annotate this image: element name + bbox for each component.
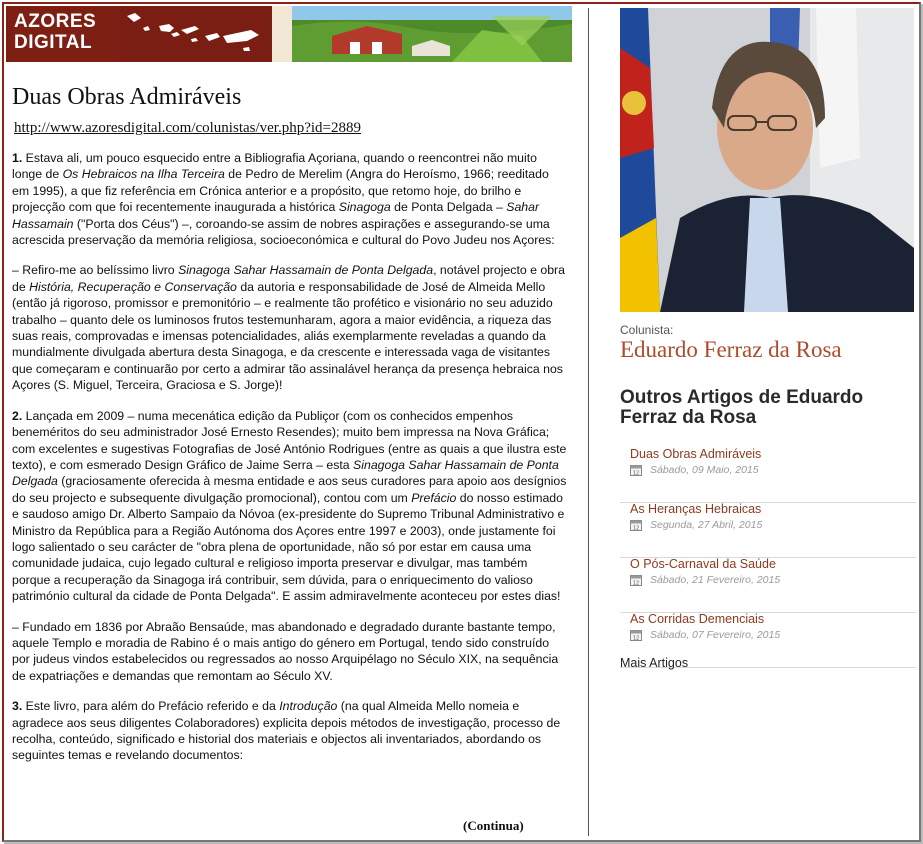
paragraph-4: – Fundado em 1836 por Abraão Bensaúde, mas abandonado e degradado durante bastante tempo, aquele Templo e moradia de Rabino é o mais antigo do género em Portugal, tendo sido construído por judeus vindos estabelecidos ou regressados ao nosso Arquipélago no Século XIX, na sequência de expatriações e demandas que remontam ao Século XV. (12, 619, 559, 683)
text-span: do nosso estimado e saudoso amigo Dr. Alberto Sampaio da Nóvoa (ex-presidente do Supremo Tribunal Administrativo e Ministro da República para a Região Autónoma dos Açores entre 1997 e 2003), onde justamente foi logo salientado o seu carácter de "obra plena de oportunidade, não só por estar em causa uma comunidade judaica, cujo legado cultural e religioso importa preservar e divulgar, mas também porque a recuperação da Sinagoga irá contribuir, sem dúvida, para o enriquecimento do valioso património cultural da cidade de Ponta Delgada". E assim admiravelmente aconteceu por estes dias! (12, 490, 565, 604)
svg-text:12: 12 (632, 580, 640, 586)
other-article-link[interactable]: O Pós-Carnaval da Saúde (630, 557, 776, 571)
paragraph-5 (12, 698, 568, 764)
italic-span: Sinagoga Sahar Hassamain de Ponta Delgada (178, 263, 434, 278)
calendar-icon (630, 629, 642, 641)
other-articles-heading: Outros Artigos de Eduardo Ferraz da Rosa (620, 387, 864, 428)
italic-span: Sinagoga Sahar Hassamain de Ponta Delgada (12, 457, 559, 489)
italic-span: Os Hebraicos na Ilha Terceira (62, 167, 225, 182)
calendar-icon (630, 519, 642, 531)
text-span: , notável projecto e obra de (12, 263, 565, 294)
section-number: 1. (12, 151, 23, 165)
article-title: Duas Obras Admiráveis (12, 84, 242, 110)
columnist-label: Colunista: (620, 323, 674, 337)
text-span: Lançada em 2009 – numa mecenática edição da Publiçor (com os conhecidos empenhos beneméritos do seu administrador José Ernesto Resendes); muito bem impressa na Nova Gráfica; com excelentes e sugestivas Fotografias de José António Rodrigues (entre as quais a que ilustra este texto), e com esmerado Design Gráfico de Jaime Serra – esta (12, 408, 567, 472)
banner-strip (272, 6, 292, 62)
azores-digital-logo[interactable] (6, 6, 119, 62)
paragraph-3 (12, 408, 568, 605)
text-span: (na qual Almeida Mello nomeia e agradece aos seus diligentes Colaboradores) explicita depois métodos de investigação, processo de recolha, conteúdo, significado e historial dos materiais e objectos ali inventariados, abordando os seguintes temas e revelando documentos: (12, 699, 561, 763)
banner-landscape-image (292, 6, 572, 62)
more-articles-link[interactable]: Mais Artigos (620, 656, 689, 670)
logo-line-2: DIGITAL (14, 32, 93, 53)
other-article-date: Sábado, 09 Maio, 2015 (650, 464, 759, 476)
text-span: Estava ali, um pouco esquecido entre a Bibliografia Açoriana, quando o reencontrei não muito longe de (12, 151, 538, 182)
other-article-link[interactable]: As Corridas Demenciais (630, 612, 765, 626)
italic-span: Prefácio (411, 490, 457, 505)
section-number: 3. (12, 699, 23, 714)
article-url-link[interactable]: http://www.azoresdigital.com/colunistas/ver.php?id=2889 (14, 120, 362, 136)
text-span: (graciosamente oferecida à mesma entidade e aos seus curadores para apoio aos desígnios do seu projecto e subsequente divulgação promocional), contou com um (12, 474, 567, 505)
italic-span: História, Recuperação e Conservação (29, 279, 237, 294)
italic-span: Sinagoga (338, 200, 391, 215)
text-span: da autoria e responsabilidade de José de Almeida Mello (então já rigoroso, promissor e premonitório – e realmente tão profético e visionário no seu aduzido trabalho – quanto dele os luminosos frutos testemunharam, agora a maior evidência, a riqueza das suas reais, comprovadas e imensas potencialidades, aliás exemplarmente reveladas a quando da mundialmente divulgada abertura desta Sinagoga, e da crescente e interessada vaga de visitantes que começaram e continuarão por certo a admirar tão assinalável herança da presença hebraica nos Açores (S. Miguel, Terceira, Graciosa e S. Jorge)! (12, 279, 563, 393)
text-span: de Pedro de Merelim (Angra do Heroísmo, 1966; reeditado em 1995), a que fiz referência em Crónica anterior e a propósito, que retomo hoje, do brilho e projecção com que foi recentemente inaugurada a histórica (12, 167, 549, 215)
azores-islands-map (119, 6, 272, 62)
italic-span: Introdução (279, 699, 338, 714)
paragraph-2 (12, 262, 568, 393)
calendar-icon (630, 574, 642, 586)
text-span: ("Porta dos Céus") –, coroando-se assim de nobres aspirações e assegurando-se uma acrescida preservação da memória religiosa, socioeconómica e cultural do Povo Judeu nos Açores: (12, 216, 555, 248)
text-span: – Refiro-me ao belíssimo livro (12, 263, 179, 278)
logo-line-1: AZORES (14, 11, 97, 32)
continua-label: (Continua) (463, 818, 524, 833)
text-span: Este livro, para além do Prefácio referido e da (22, 699, 280, 714)
text-span: de Ponta Delgada – (390, 200, 507, 215)
other-article-date: Sábado, 21 Fevereiro, 2015 (650, 574, 781, 586)
columnist-name[interactable]: Eduardo Ferraz da Rosa (620, 337, 842, 362)
svg-text:12: 12 (632, 525, 640, 531)
other-article-item[interactable] (620, 557, 916, 613)
other-article-link[interactable]: Duas Obras Admiráveis (630, 447, 762, 461)
other-article-date: Segunda, 27 Abril, 2015 (650, 519, 763, 531)
svg-text:12: 12 (632, 470, 640, 476)
columnist-photo (620, 8, 914, 312)
other-article-item[interactable] (620, 447, 916, 503)
section-number: 2. (12, 408, 23, 423)
other-article-link[interactable]: As Heranças Hebraicas (630, 502, 762, 516)
italic-span: Sahar Hassamain (12, 200, 540, 231)
calendar-icon (630, 464, 642, 476)
other-article-item[interactable] (620, 502, 916, 558)
svg-text:12: 12 (632, 635, 640, 641)
paragraph-1 (12, 150, 568, 248)
other-article-date: Sábado, 07 Fevereiro, 2015 (650, 629, 781, 641)
article-body (12, 150, 568, 778)
column-divider (588, 8, 589, 836)
